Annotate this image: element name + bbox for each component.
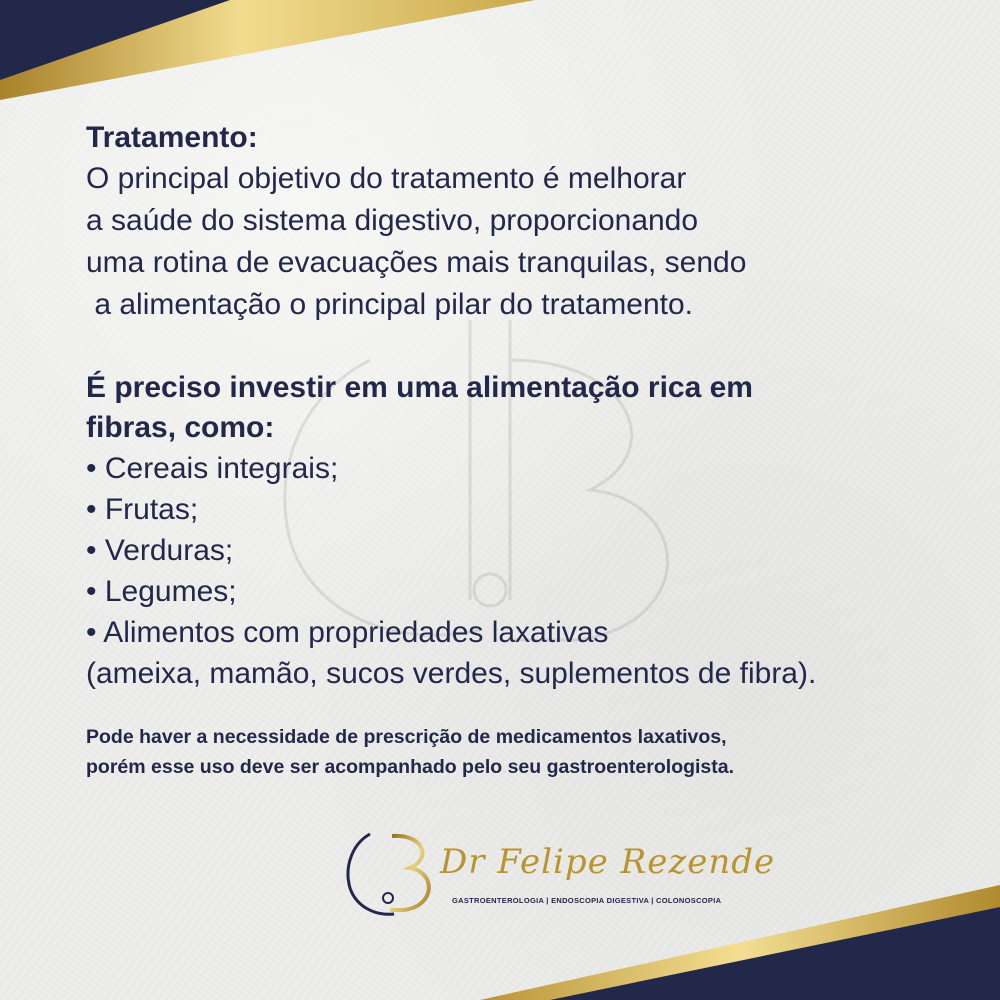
treatment-line: a saúde do sistema digestivo, proporcionando [86, 204, 699, 237]
logo-name: Dr Felipe Rezende [440, 842, 776, 882]
fiber-food-list [86, 448, 966, 653]
medication-note [86, 722, 966, 782]
list-item: • Legumes; [86, 571, 966, 612]
treatment-heading: Tratamento: [86, 121, 258, 154]
fibers-heading-line: É preciso investir em uma alimentação rica em [86, 371, 753, 404]
treatment-line: O principal objetivo do tratamento é melhorar [86, 162, 687, 195]
list-item-continuation: (ameixa, mamão, sucos verdes, suplementos de fibra). [86, 657, 817, 690]
fibers-heading-line: fibras, como: [86, 411, 275, 444]
corner-decoration-top-left [0, 0, 540, 110]
treatment-paragraph [86, 158, 966, 326]
logo-monogram-icon [340, 822, 440, 922]
main-content [86, 118, 966, 782]
treatment-line: a alimentação o principal pilar do tratamento. [86, 288, 694, 321]
note-line: Pode haver a necessidade de prescrição de medicamentos laxativos, [86, 726, 727, 748]
list-item: • Cereais integrais; [86, 448, 966, 489]
list-item: • Frutas; [86, 489, 966, 530]
list-item: • Alimentos com propriedades laxativas [86, 612, 966, 653]
list-item: • Verduras; [86, 530, 966, 571]
logo-tagline: GASTROENTEROLOGIA | ENDOSCOPIA DIGESTIVA | COLONOSCOPIA [452, 896, 722, 905]
treatment-line: uma rotina de evacuações mais tranquilas, sendo [86, 246, 747, 279]
fibers-heading [86, 368, 966, 448]
doctor-logo [340, 822, 776, 922]
note-line: porém esse uso deve ser acompanhado pelo seu gastroenterologista. [86, 756, 735, 778]
